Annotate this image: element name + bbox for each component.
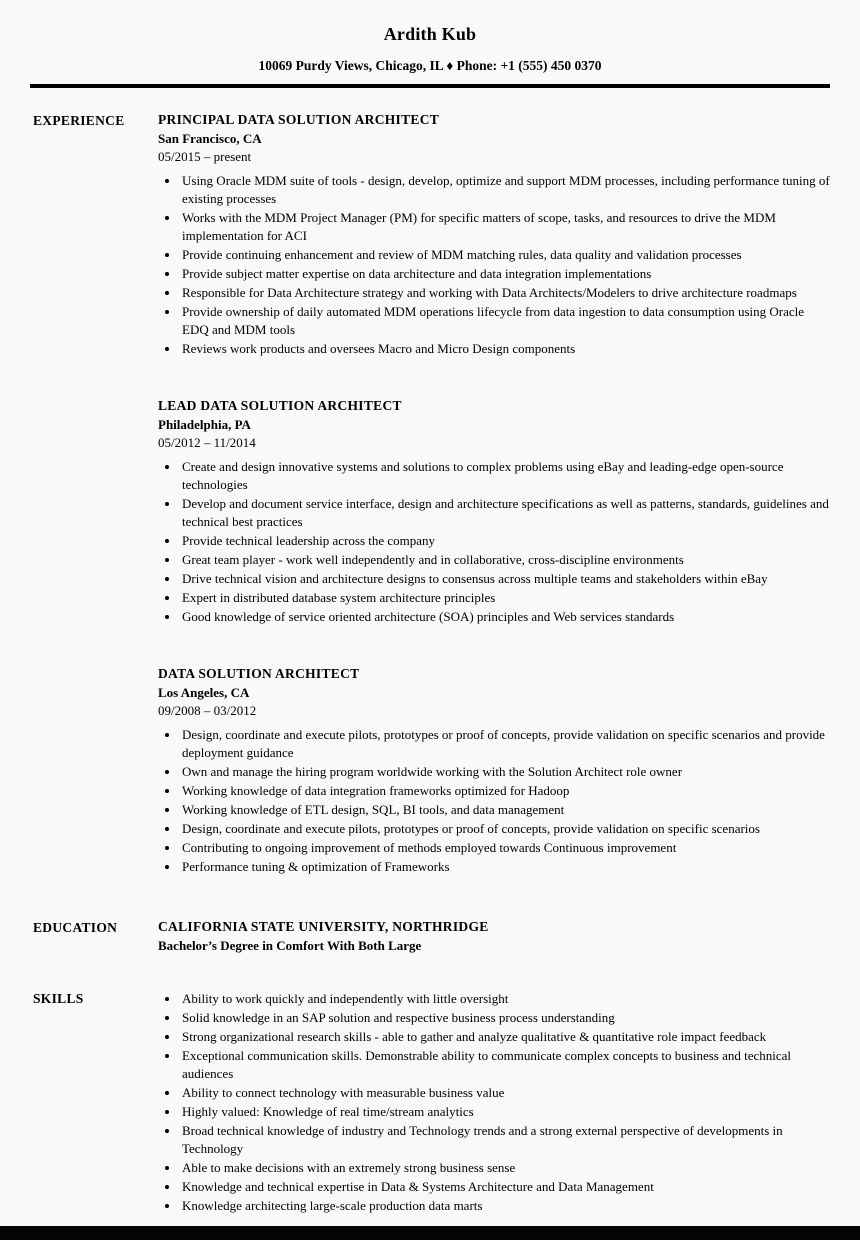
bullet-item: • Exceptional communication skills. Demonstrable ability to communicate complex concepts to business and technical audiences [180,1047,830,1083]
resume-header [0,0,860,88]
bullet-item: • Reviews work products and oversees Macro and Micro Design components [180,340,830,358]
bullet-item: • Provide subject matter expertise on data architecture and data integration implementations [180,265,830,283]
bullet-item: • Responsible for Data Architecture strategy and working with Data Architects/Modelers to drive architecture roadmaps [180,284,830,302]
section-label-education: EDUCATION [33,920,118,935]
resume-body [0,88,860,1216]
degree-line: Bachelor’s Degree in Comfort With Both Large [158,938,422,953]
skills-bullets [158,990,830,1215]
bullet-item: • Works with the MDM Project Manager (PM) for specific matters of scope, tasks, and resources to drive the MDM implementation for ACI [180,209,830,245]
experience-jobs [158,112,830,877]
bullet-item: • Using Oracle MDM suite of tools - design, develop, optimize and support MDM processes, including performance tuning of existing processes [180,172,830,208]
bullet-item: • Drive technical vision and architecture designs to consensus across multiple teams and stakeholders within eBay [180,570,830,588]
bullet-item: • Provide technical leadership across the company [180,532,830,550]
bullet-item: • Provide continuing enhancement and review of MDM matching rules, data quality and validation processes [180,246,830,264]
bullet-item: • Working knowledge of data integration frameworks optimized for Hadoop [180,782,830,800]
job-title: LEAD DATA SOLUTION ARCHITECT [158,398,402,413]
job-title: DATA SOLUTION ARCHITECT [158,666,360,681]
school-name: CALIFORNIA STATE UNIVERSITY, NORTHRIDGE [158,919,489,934]
bullet-item: • Own and manage the hiring program worldwide working with the Solution Architect role owner [180,763,830,781]
job-bullets [158,458,830,626]
bullet-item: • Ability to connect technology with measurable business value [180,1084,830,1102]
job-location: Los Angeles, CA [158,685,250,700]
bullet-item: • Expert in distributed database system architecture principles [180,589,830,607]
bullet-item: • Strong organizational research skills - able to gather and analyze qualitative & quantitative role impact feedback [180,1028,830,1046]
job-bullets [158,726,830,876]
skills-body [158,990,830,1216]
bullet-item: • Contributing to ongoing improvement of methods employed towards Continuous improvement [180,839,830,857]
bullet-item: • Good knowledge of service oriented architecture (SOA) principles and Web services standards [180,608,830,626]
job-entry [158,112,830,358]
bullet-item: • Broad technical knowledge of industry and Technology trends and a strong external perspective of developments in Technology [180,1122,830,1158]
education-body [158,919,830,954]
section-education [33,919,830,954]
bullet-item: • Performance tuning & optimization of Frameworks [180,858,830,876]
candidate-name: Ardith Kub [383,24,477,44]
bullet-item: • Develop and document service interface, design and architecture specifications as well as patterns, standards, guidelines and technical best practices [180,495,830,531]
bullet-item: • Great team player - work well independently and in collaborative, cross-discipline environments [180,551,830,569]
bullet-item: • Solid knowledge in an SAP solution and respective business process understanding [180,1009,830,1027]
job-entry [158,398,830,626]
bullet-item: • Knowledge architecting large-scale production data marts [180,1197,830,1215]
section-experience [33,112,830,877]
bottom-bar [0,1226,860,1240]
bullet-item: • Ability to work quickly and independently with little oversight [180,990,830,1008]
job-dates: 05/2012 – 11/2014 [158,435,256,450]
bullet-item: • Provide ownership of daily automated MDM operations lifecycle from data ingestion to data consumption using Oracle EDQ and MDM tools [180,303,830,339]
job-dates: 09/2008 – 03/2012 [158,703,257,718]
job-bullets [158,172,830,358]
contact-line: 10069 Purdy Views, Chicago, IL ♦ Phone: +1 (555) 450 0370 [258,58,602,73]
job-entry [158,666,830,876]
section-label-skills: SKILLS [33,991,84,1006]
bullet-item: • Highly valued: Knowledge of real time/stream analytics [180,1103,830,1121]
section-label-experience: EXPERIENCE [33,113,125,128]
bullet-item: • Able to make decisions with an extremely strong business sense [180,1159,830,1177]
bullet-item: • Knowledge and technical expertise in Data & Systems Architecture and Data Management [180,1178,830,1196]
job-location: San Francisco, CA [158,131,262,146]
bullet-item: • Working knowledge of ETL design, SQL, BI tools, and data management [180,801,830,819]
job-dates: 05/2015 – present [158,149,252,164]
section-skills [33,990,830,1216]
job-title: PRINCIPAL DATA SOLUTION ARCHITECT [158,112,440,127]
job-location: Philadelphia, PA [158,417,251,432]
bullet-item: • Create and design innovative systems and solutions to complex problems using eBay and leading-edge open-source technologies [180,458,830,494]
bullet-item: • Design, coordinate and execute pilots, prototypes or proof of concepts, provide validation on specific scenarios and provide deployment guidance [180,726,830,762]
bullet-item: • Design, coordinate and execute pilots, prototypes or proof of concepts, provide validation on specific scenarios [180,820,830,838]
